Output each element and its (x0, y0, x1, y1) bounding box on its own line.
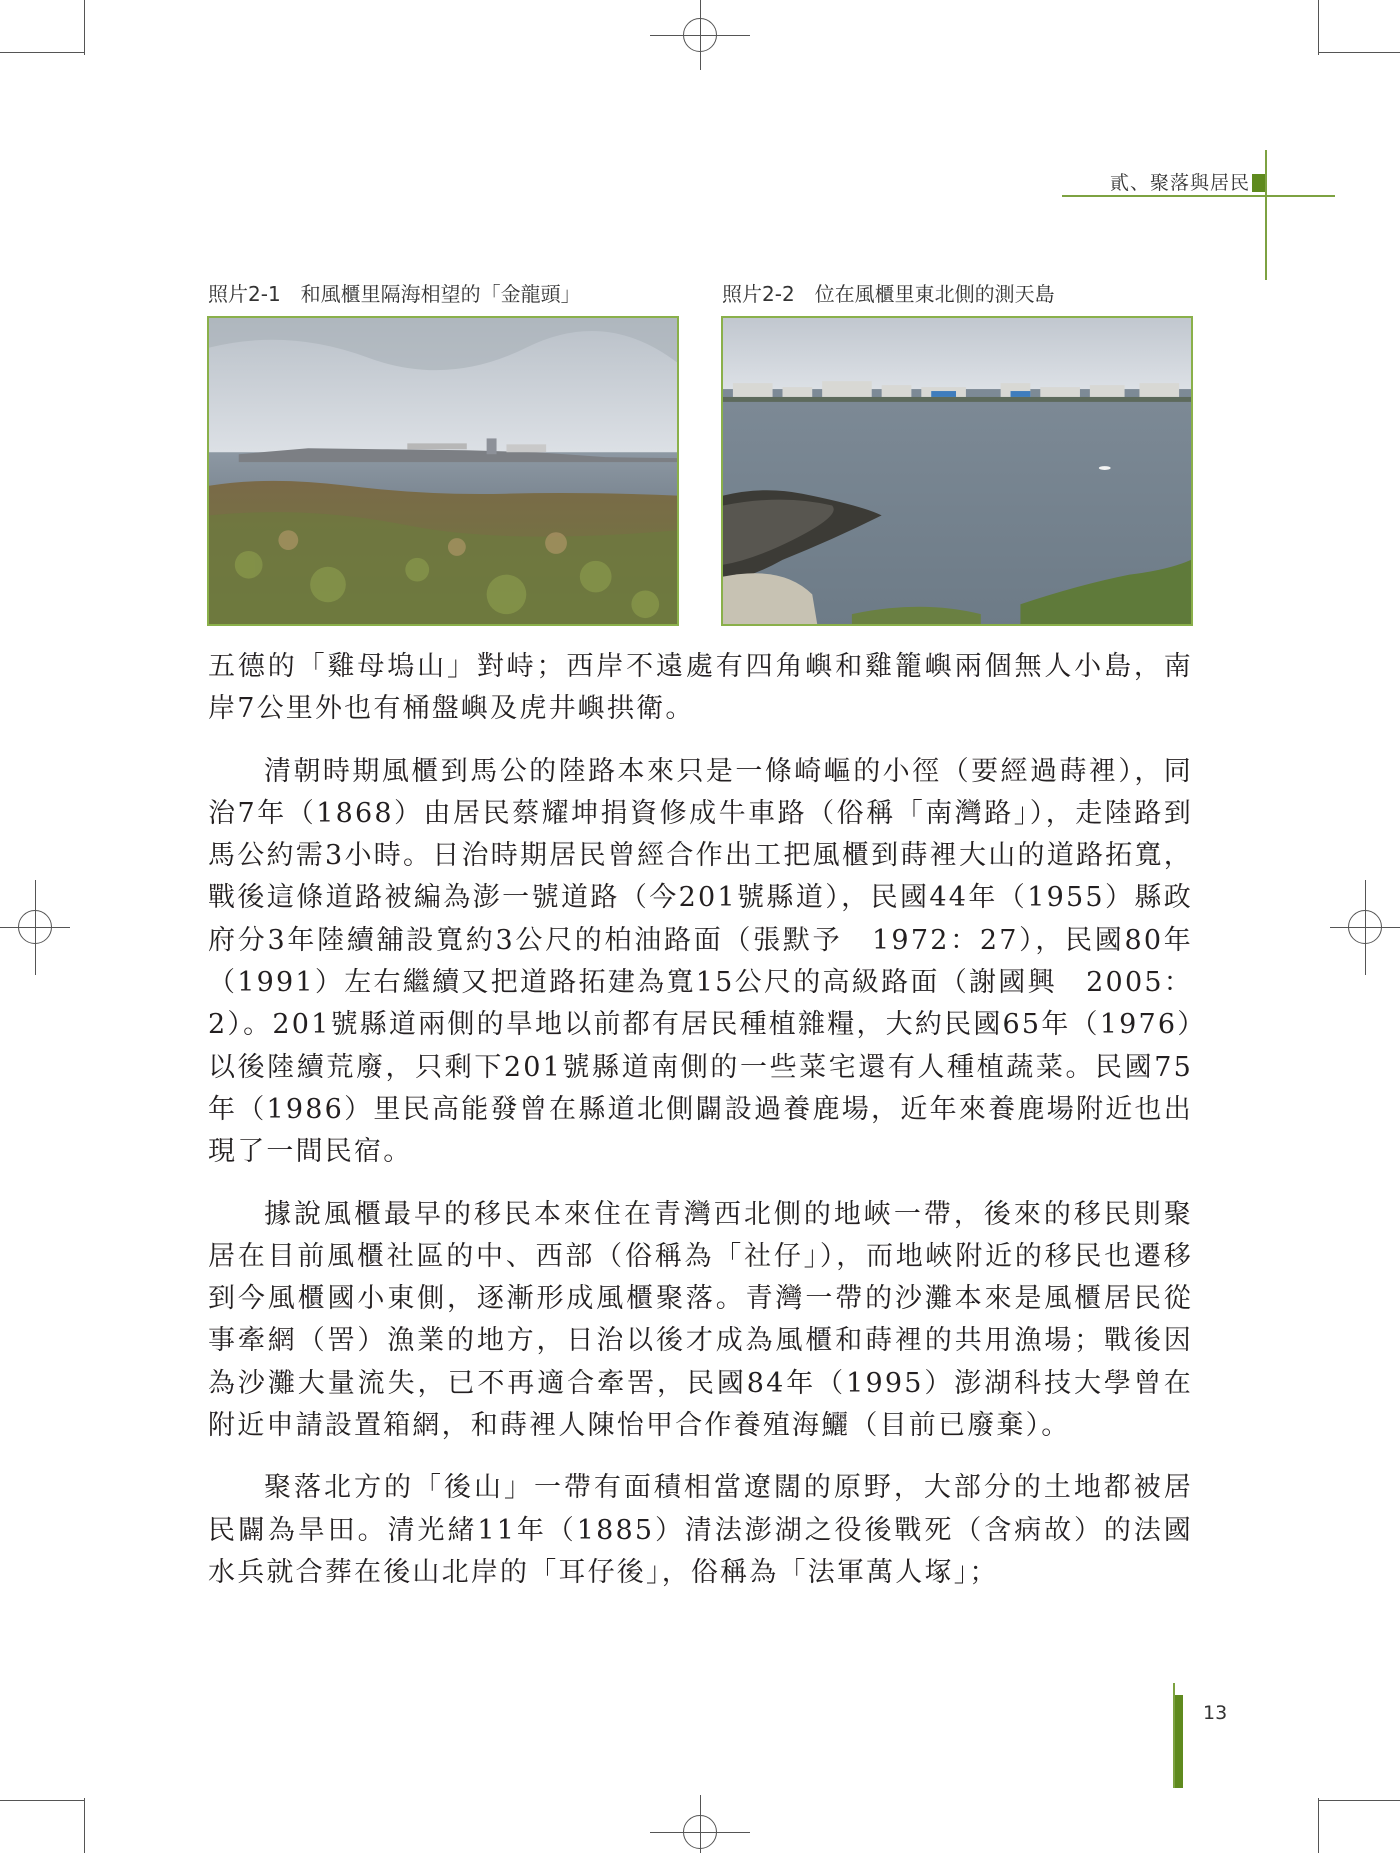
chapter-rule-vertical (1265, 150, 1267, 280)
paragraph: 清朝時期風櫃到馬公的陸路本來只是一條崎嶇的小徑（要經過蒔裡），同治7年（1868）由居民蔡耀坤捐資修成牛車路（俗稱「南灣路」），走陸路到馬公約需3小時。日治時期居民曾經合作出工把風櫃到蒔裡大山的道路拓寬，戰後這條道路被編為澎一號道路（今201號縣道），民國44年（1955）縣政府分3年陸續舖設寬約3公尺的柏油路面（張默予 1972：27），民國80年（1991）左右繼續又把道路拓建為寬15公尺的高級路面（謝國興 2005：2）。201號縣道兩側的旱地以前都有居民種植雜糧，大約民國65年（1976）以後陸續荒廢，只剩下201號縣道南側的一些菜宅還有人種植蔬菜。民國75年（1986）里民高能發曾在縣道北側闢設過養鹿場，近年來養鹿場附近也出現了一間民宿。 (208, 755, 1193, 1168)
photo-2 (721, 316, 1193, 626)
photo-caption-1: 照片2-1 和風櫃里隔海相望的「金龍頭」 (208, 282, 581, 306)
crop-mark (84, 1798, 85, 1853)
photo-caption-2: 照片2-2 位在風櫃里東北側的測天島 (722, 282, 1055, 306)
crop-mark (0, 52, 84, 53)
crop-mark (1318, 0, 1319, 55)
photo-1 (207, 316, 679, 626)
chapter-header: 貳、聚落與居民 (1109, 172, 1250, 194)
crop-mark (1318, 1798, 1319, 1853)
page-number: 13 (1203, 1702, 1228, 1724)
paragraph: 聚落北方的「後山」一帶有面積相當遼闊的原野，大部分的土地都被居民闢為旱田。清光緒11年（1885）清法澎湖之役後戰死（含病故）的法國水兵就合葬在後山北岸的「耳仔後」，俗稱為「法軍萬人塚」； (208, 1472, 1193, 1588)
chapter-marker (1252, 174, 1266, 192)
chapter-rule (1062, 195, 1335, 197)
paragraph: 據說風櫃最早的移民本來住在青灣西北側的地峽一帶，後來的移民則聚居在目前風櫃社區的中、西部（俗稱為「社仔」），而地峽附近的移民也遷移到今風櫃國小東側，逐漸形成風櫃聚落。青灣一帶的沙灘本來是風櫃居民從事牽網（罟）漁業的地方，日治以後才成為風櫃和蒔裡的共用漁場；戰後因為沙灘大量流失，已不再適合牽罟，民國84年（1995）澎湖科技大學曾在附近申請設置箱網，和蒔裡人陳怡甲合作養殖海鱺（目前已廢棄）。 (208, 1198, 1193, 1442)
page-number-bar (1175, 1695, 1183, 1788)
crop-mark (1318, 52, 1400, 53)
registration-mark (1365, 880, 1366, 975)
article-body (208, 646, 1193, 1614)
crop-mark (84, 0, 85, 55)
paragraph: 五德的「雞母塢山」對峙；西岸不遠處有四角嶼和雞籠嶼兩個無人小島，南岸7公里外也有桶盤嶼及虎井嶼拱衛。 (208, 651, 1193, 725)
registration-mark (35, 880, 36, 975)
registration-mark (700, 1795, 701, 1853)
registration-mark (650, 35, 750, 36)
registration-mark (650, 1832, 750, 1833)
crop-mark (0, 1800, 84, 1801)
crop-mark (1318, 1800, 1400, 1801)
